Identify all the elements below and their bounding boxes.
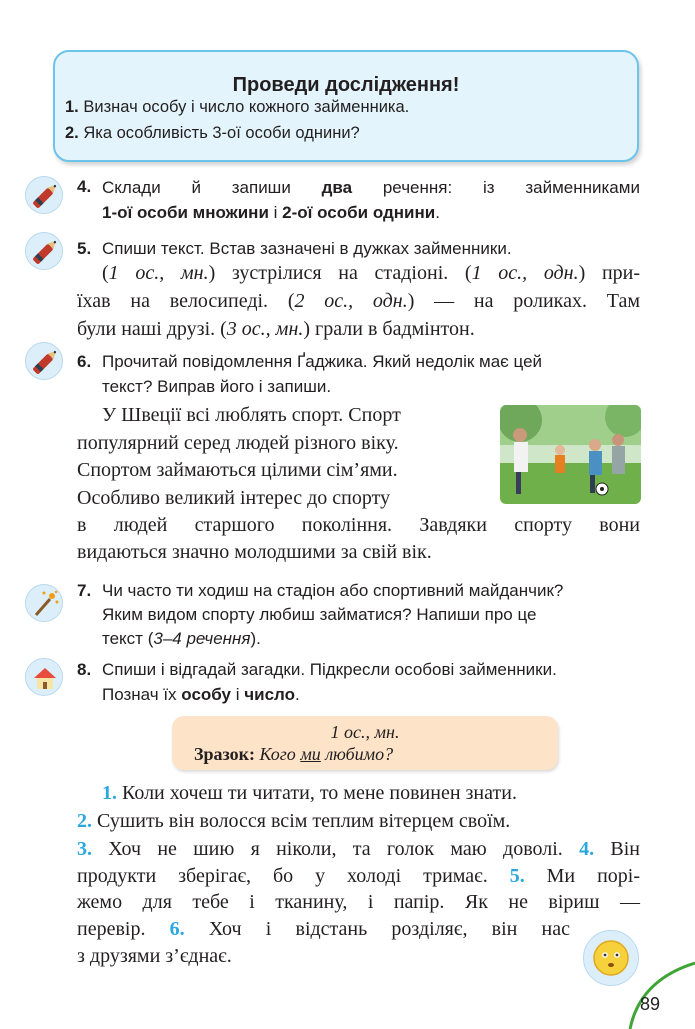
task7-line: Чи часто ти ходиш на стадіон або спортивний майданчик? (102, 581, 564, 600)
task8-line: Познач їх особу і число. (102, 685, 300, 704)
task5-text-line: (1 ос., мн.) зустрілися на стадіоні. (1 ос., одн.) при- (102, 262, 641, 284)
task5-instruction: Спиши текст. Встав зазначені в дужках займенники. (102, 239, 512, 258)
riddle-line: жемо для тебе і тканину, і папір. Як не віриш — (77, 891, 640, 913)
task6-text-line: видаються значно молодшими за свій вік. (77, 541, 432, 563)
riddle-line: 1. Коли хочеш ти читати, то мене повинен знати. (102, 782, 517, 804)
pen-icon (25, 176, 63, 214)
task4-line2: 1-ої особи множини і 2-ої особи однини. (102, 203, 440, 222)
task-number: 8. (77, 660, 92, 679)
task4-line1: Склади й запиши два речення: із займенниками (102, 178, 640, 197)
riddle-line: продукти зберігає, бо у холоді тримає. 5. Ми порі- (77, 865, 640, 887)
family-soccer-photo (500, 405, 641, 504)
riddle-line: перевір. 6. Хоч і відстань розділяє, він нас (77, 918, 570, 940)
sample-annotation: 1 ос., мн. (330, 722, 400, 742)
task-number: 7. (77, 581, 92, 600)
magic-wand-icon (25, 584, 63, 622)
house-icon (25, 658, 63, 696)
task7-line: текст (3–4 речення). (102, 629, 261, 648)
pen-icon (25, 232, 63, 270)
task6-instruction: текст? Виправ його і запиши. (102, 377, 332, 396)
research-box (53, 50, 639, 162)
research-title: Проведи дослідження! (232, 74, 460, 96)
research-item: 1. Визнач особу і число кожного займенника. (65, 98, 410, 116)
task-number: 6. (77, 352, 92, 371)
page-corner-arc (560, 955, 695, 1029)
task5-text-line: були наші друзі. (3 ос., мн.) грали в бадмінтон. (77, 318, 475, 340)
task6-instruction: Прочитай повідомлення Ґаджика. Який недолік має цей (102, 352, 543, 371)
task6-text-line: У Швеції всі люблять спорт. Спорт (102, 404, 401, 426)
pen-icon (25, 342, 63, 380)
riddle-line: з друзями з’єднає. (77, 945, 232, 967)
riddle-line: 2. Сушить він волосся всім теплим вітерцем своїм. (77, 810, 511, 832)
page-number: 89 (640, 994, 661, 1014)
sample-box (172, 716, 558, 770)
task-number: 5. (77, 239, 92, 258)
task6-text-line: Особливо великий інтерес до спорту (77, 487, 391, 509)
task6-text-line: Спортом займаються цілими сім’ями. (77, 459, 398, 481)
research-item: 2. Яка особливість 3-ої особи однини? (65, 124, 360, 142)
task8-line: Спиши і відгадай загадки. Підкресли особові займенники. (102, 660, 557, 679)
task6-text-line: в людей старшого покоління. Завдяки спорту вони (77, 514, 640, 536)
task5-text-line: їхав на велосипеді. (2 ос., одн.) — на роликах. Там (77, 290, 641, 312)
sample-line: Зразок: Кого ми любимо? (194, 744, 394, 764)
riddle-line: 3. Хоч не шию я ніколи, та голок маю доволі. 4. Він (77, 838, 640, 860)
task6-text-line: популярний серед людей різного віку. (77, 432, 399, 454)
task7-line: Яким видом спорту любиш займатися? Напиши про це (102, 605, 537, 624)
task-number: 4. (77, 177, 92, 196)
